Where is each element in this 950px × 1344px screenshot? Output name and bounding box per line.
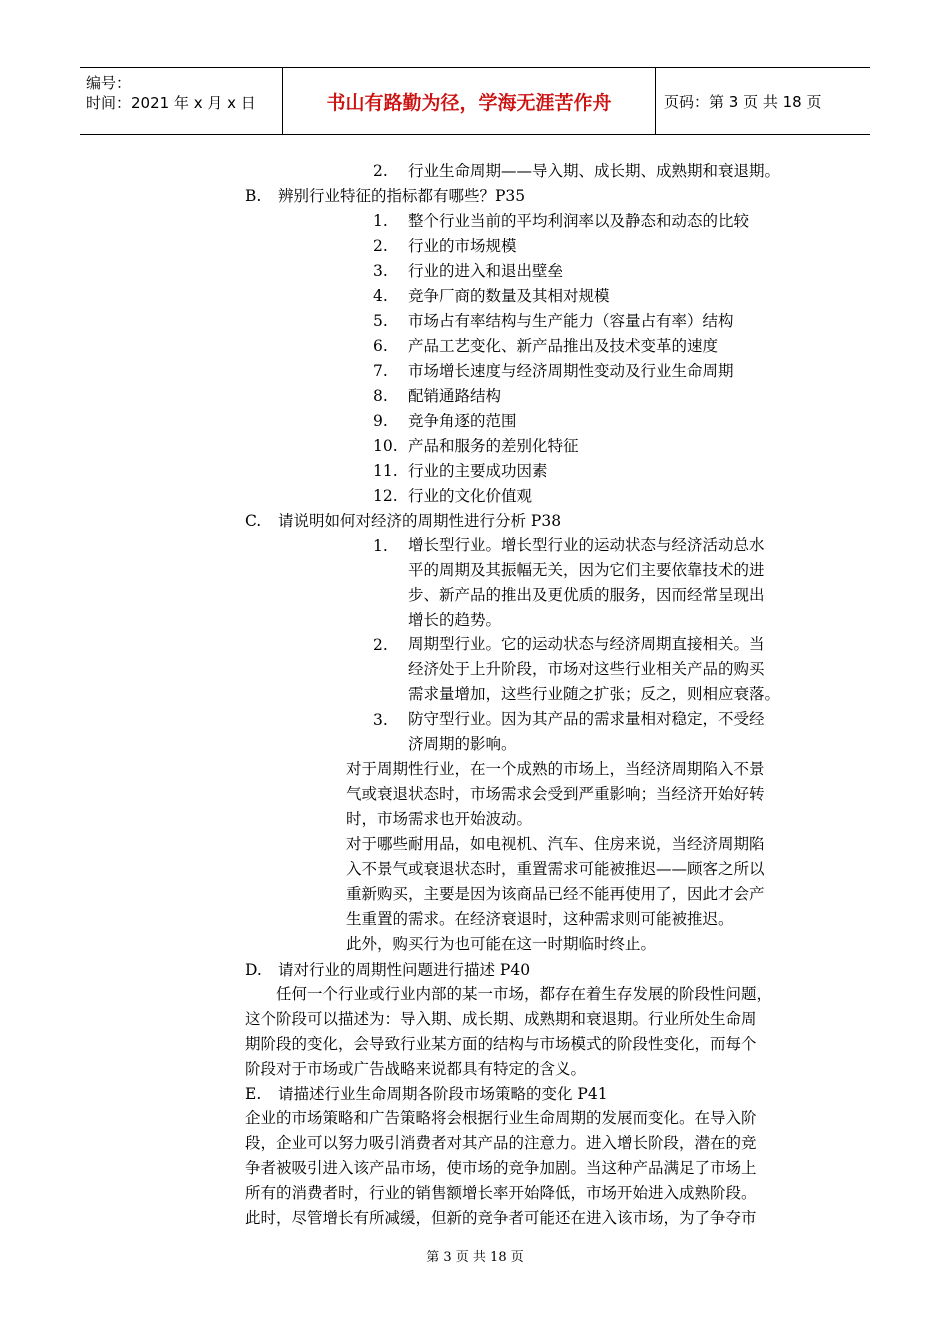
text-line: 任何一个行业或行业内部的某一市场，都存在着生存发展的阶段性问题， xyxy=(276,985,773,1003)
paragraph xyxy=(346,832,765,932)
text-line: 时，市场需求也开始波动。 xyxy=(346,810,533,828)
text-line: 对于周期性行业，在一个成熟的市场上，当经济周期陷入不景 xyxy=(346,760,765,778)
text-line: 济周期的影响。 xyxy=(408,735,517,753)
section-letter: E. xyxy=(245,1085,262,1103)
list-item xyxy=(408,707,765,757)
text-line: 重新购买，主要是因为该商品已经不能再使用了，因此才会产 xyxy=(346,885,765,903)
list-number: 1. xyxy=(373,212,388,230)
page-footer: 第 3 页 共 18 页 xyxy=(426,1250,524,1265)
list-item xyxy=(408,632,780,707)
header-date-label: 时间：2021 年 x 月 x 日 xyxy=(86,94,256,112)
section-title: 请对行业的周期性问题进行描述 P40 xyxy=(278,961,531,979)
header-page-label: 页码：第 3 页 共 18 页 xyxy=(664,92,822,111)
list-number: 11. xyxy=(373,462,398,480)
list-item xyxy=(408,533,765,633)
text-line: 企业的市场策略和广告策略将会根据行业生命周期的发展而变化。在导入阶 xyxy=(245,1109,757,1127)
header-code-label: 编号： xyxy=(86,74,132,92)
list-item: 配销通路结构 xyxy=(408,387,502,405)
list-number: 2. xyxy=(373,237,388,255)
list-number: 5. xyxy=(373,312,388,330)
text-line: 平的周期及其振幅无关，因为它们主要依靠技术的进 xyxy=(408,561,765,579)
list-item: 整个行业当前的平均利润率以及静态和动态的比较 xyxy=(408,212,750,230)
text-line: 期阶段的变化，会导致行业某方面的结构与市场模式的阶段性变化，而每个 xyxy=(245,1035,757,1053)
section-title: 请描述行业生命周期各阶段市场策略的变化 P41 xyxy=(278,1085,608,1103)
list-item: 行业的市场规模 xyxy=(408,237,517,255)
text-line: 周期型行业。它的运动状态与经济周期直接相关。当 xyxy=(408,635,765,653)
list-number: 10. xyxy=(373,437,398,455)
list-number: 3. xyxy=(373,262,388,280)
header-motto: 书山有路勤为径，学海无涯苦作舟 xyxy=(326,91,612,114)
header-divider xyxy=(655,68,656,134)
text-line: 争者被吸引进入该产品市场，使市场的竞争加剧。当这种产品满足了市场上 xyxy=(245,1159,757,1177)
paragraph xyxy=(346,932,656,957)
list-item: 竞争角逐的范围 xyxy=(408,412,517,430)
text-line: 生重置的需求。在经济衰退时，这种需求则可能被推迟。 xyxy=(346,910,734,928)
list-item: 市场占有率结构与生产能力（容量占有率）结构 xyxy=(408,312,734,330)
list-number: 6. xyxy=(373,337,388,355)
list-number: 9. xyxy=(373,412,388,430)
section-letter: B. xyxy=(245,187,262,205)
section-letter: C. xyxy=(245,512,262,530)
page-header xyxy=(80,67,870,135)
list-item: 市场增长速度与经济周期性变动及行业生命周期 xyxy=(408,362,734,380)
text-line: 增长型行业。增长型行业的运动状态与经济活动总水 xyxy=(408,536,765,554)
text-line: 入不景气或衰退状态时，重置需求可能被推迟——顾客之所以 xyxy=(346,860,765,878)
list-number: 4. xyxy=(373,287,388,305)
paragraph xyxy=(346,757,765,832)
section-title: 辨别行业特征的指标都有哪些？P35 xyxy=(278,187,526,205)
paragraph xyxy=(245,1106,757,1231)
list-number: 7. xyxy=(373,362,388,380)
text-line: 经济处于上升阶段，市场对这些行业相关产品的购买 xyxy=(408,660,765,678)
list-item: 行业的主要成功因素 xyxy=(408,462,548,480)
list-item: 行业的文化价值观 xyxy=(408,487,533,505)
list-item: 竞争厂商的数量及其相对规模 xyxy=(408,287,610,305)
text-line: 气或衰退状态时，市场需求会受到严重影响；当经济开始好转 xyxy=(346,785,765,803)
section-letter: D. xyxy=(245,961,262,979)
list-item: 行业的进入和退出壁垒 xyxy=(408,262,564,280)
list-item: 行业生命周期——导入期、成长期、成熟期和衰退期。 xyxy=(408,162,781,180)
list-number: 8. xyxy=(373,387,388,405)
text-line: 需求量增加，这些行业随之扩张；反之，则相应衰落。 xyxy=(408,685,781,703)
list-number: 3. xyxy=(373,711,388,729)
text-line: 段，企业可以努力吸引消费者对其产品的注意力。进入增长阶段，潜在的竞 xyxy=(245,1134,757,1152)
header-info-cell xyxy=(80,68,282,134)
text-line: 对于哪些耐用品，如电视机、汽车、住房来说，当经济周期陷 xyxy=(346,835,765,853)
list-item: 产品工艺变化、新产品推出及技术变革的速度 xyxy=(408,337,719,355)
text-line: 此外，购买行为也可能在这一时期临时终止。 xyxy=(346,935,657,953)
text-line: 防守型行业。因为其产品的需求量相对稳定，不受经 xyxy=(408,710,765,728)
list-number: 1. xyxy=(373,537,388,555)
section-title: 请说明如何对经济的周期性进行分析 P38 xyxy=(278,512,562,530)
list-number: 12. xyxy=(373,487,398,505)
text-line: 所有的消费者时，行业的销售额增长率开始降低，市场开始进入成熟阶段。 xyxy=(245,1184,757,1202)
text-line: 此时，尽管增长有所减缓，但新的竞争者可能还在进入该市场，为了争夺市 xyxy=(245,1209,757,1227)
list-item: 产品和服务的差别化特征 xyxy=(408,437,579,455)
paragraph xyxy=(245,982,772,1082)
list-number: 2. xyxy=(373,162,388,180)
list-number: 2. xyxy=(373,636,388,654)
text-line: 这个阶段可以描述为：导入期、成长期、成熟期和衰退期。行业所处生命周 xyxy=(245,1010,757,1028)
text-line: 增长的趋势。 xyxy=(408,611,502,629)
text-line: 阶段对于市场或广告战略来说都具有特定的含义。 xyxy=(245,1060,587,1078)
text-line: 步、新产品的推出及更优质的服务，因而经常呈现出 xyxy=(408,586,765,604)
